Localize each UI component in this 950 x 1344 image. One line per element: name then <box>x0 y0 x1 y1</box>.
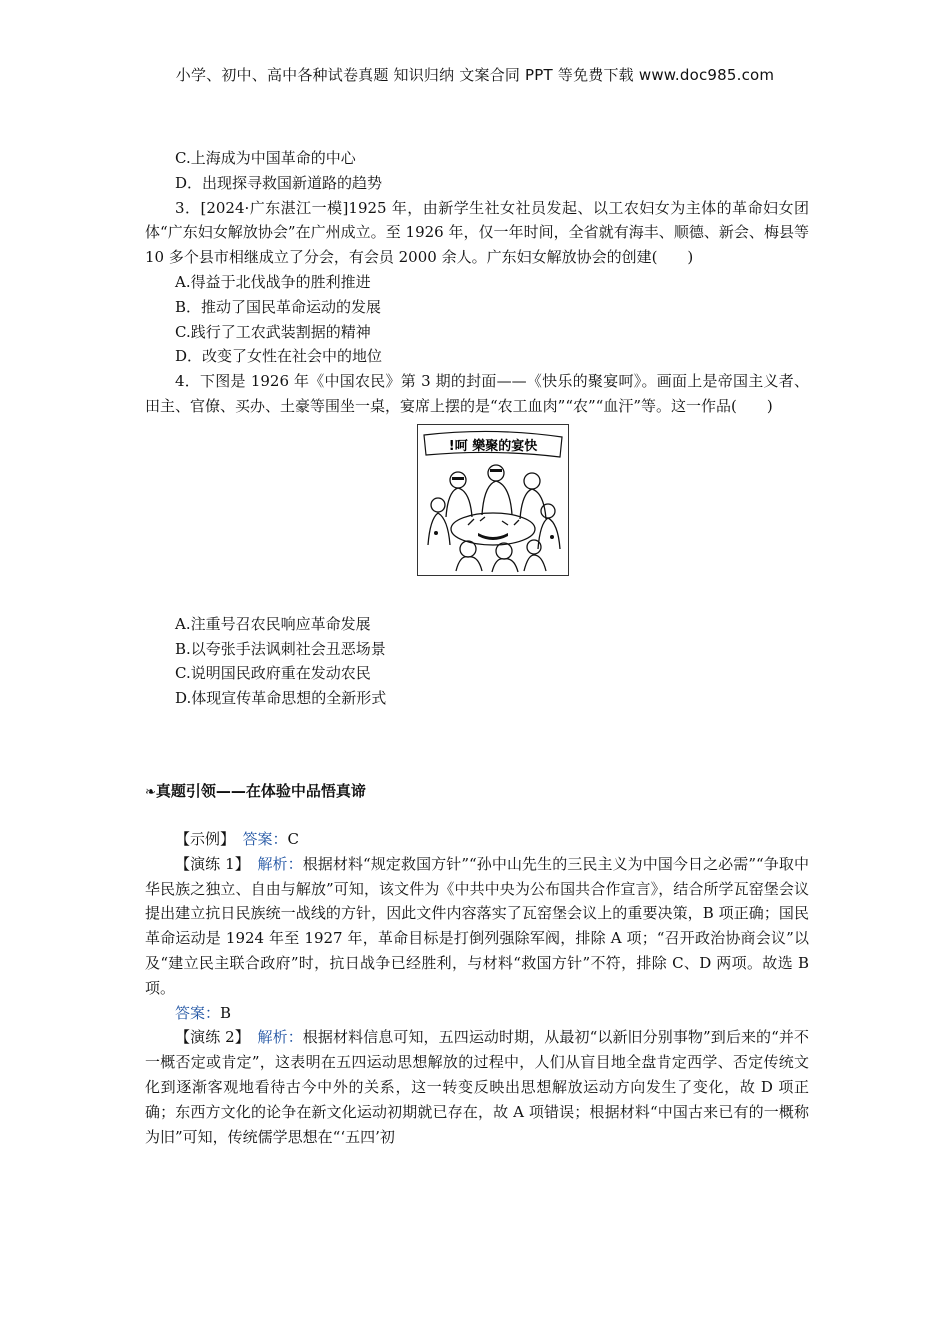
section-title-text: 真题引领——在体验中品悟真谛 <box>155 781 366 800</box>
q2-option-d: D．出现探寻救国新道路的趋势 <box>175 173 383 192</box>
q4-option-a: A.注重号召农民响应革命发展 <box>175 614 371 633</box>
drill1-label: 【演练 1】 <box>175 854 243 873</box>
q3-option-c: C.践行了工农武装割据的精神 <box>175 322 371 341</box>
drill2-analysis-label: 解析： <box>257 1028 303 1047</box>
q4-option-c: C.说明国民政府重在发动农民 <box>175 664 371 683</box>
q4-stem: 4．下图是 1926 年《中国农民》第 3 期的封面——《快乐的聚宴呵》。画面上是帝国主义者、田主、官僚、买办、土豪等围坐一桌，宴席上摆的是“农工血肉”“农”“血汗”等。这一作品( ) <box>145 372 809 415</box>
q3-option-d: D．改变了女性在社会中的地位 <box>175 347 383 366</box>
q2-option-c: C.上海成为中国革命的中心 <box>175 149 356 167</box>
drill1-answer-value: B <box>220 1003 232 1022</box>
section-leaf-icon: ❧ <box>145 784 156 800</box>
drill1-analysis-label: 解析： <box>257 854 303 873</box>
page-header: 小学、初中、高中各种试卷真题 知识归纳 文案合同 PPT 等免费下载 www.doc985.com <box>175 66 775 84</box>
q4-option-d: D.体现宣传革命思想的全新形式 <box>175 689 387 708</box>
q3-stem: 3．[2024·广东湛江一模]1925 年，由新学生社女社员发起、以工农妇女为主体的革命妇女团体“广东妇女解放协会”在广州成立。至 1926 年，仅一年时间，全省就有海丰、顺德、新会、梅县等 10 多个县市相继成立了分会，有会员 2000 余人。广东妇女解放协会的创建( ) <box>145 198 809 267</box>
example-answer-label: 答案： <box>242 829 288 848</box>
drill1-answer-label: 答案： <box>175 1003 221 1022</box>
drill2-label: 【演练 2】 <box>175 1028 243 1047</box>
q4-option-b: B.以夸张手法讽刺社会丑恶场景 <box>175 639 386 658</box>
q3-option-b: B．推动了国民革命运动的发展 <box>175 297 382 316</box>
drill2-text: 根据材料信息可知，五四运动时期，从最初“以新旧分别事物”到后来的“并不一概否定或肯定”，这表明在五四运动思想解放的过程中，人们从盲目地全盘肯定西学、否定传统文化到逐渐客观地看待古今中外的关系，这一转变反映出思想解放运动方向发生了变化，故 D 项正确；东西方文化的论争在新文化运动初期就已存在，故 A 项错误；根据材料“中国古来已有的一概称为旧”可知，传统儒学思想在“‘五四’初 <box>145 1028 810 1146</box>
section-heading <box>145 779 809 803</box>
example-answer-value: C <box>287 829 300 848</box>
drill2-analysis <box>145 1025 809 1149</box>
drill1-text: 根据材料“规定救国方针”“孙中山先生的三民主义为中国今日之必需”“争取中华民族之独立、自由与解放”可知，该文件为《中共中央为公布国共合作宣言》，结合所学瓦窑堡会议提出建立抗日民族统一战线的方针，因此文件内容落实了瓦窑堡会议上的重要决策，B 项正确；国民革命运动是 1924 年至 1927 年，革命目标是打倒列强除军阀，排除 A 项；“召开政治协商会议”以及“建立民主联合政府”时，抗日战争已经胜利，与材料“救国方针”不符，排除 C、D 两项。故选 B 项。 <box>145 854 809 997</box>
drill1-answer-line <box>145 1001 809 1026</box>
banquet-cartoon-image <box>417 424 569 576</box>
example-label: 【示例】 <box>175 829 228 848</box>
q4-figure-area <box>145 424 809 600</box>
example-answer-line <box>145 827 809 852</box>
cartoon-caption: !呵 樂聚的宴快 <box>448 438 538 454</box>
drill1-analysis <box>145 852 809 1001</box>
q3-option-a: A.得益于北伐战争的胜利推进 <box>175 272 371 291</box>
document-body <box>145 146 809 1149</box>
